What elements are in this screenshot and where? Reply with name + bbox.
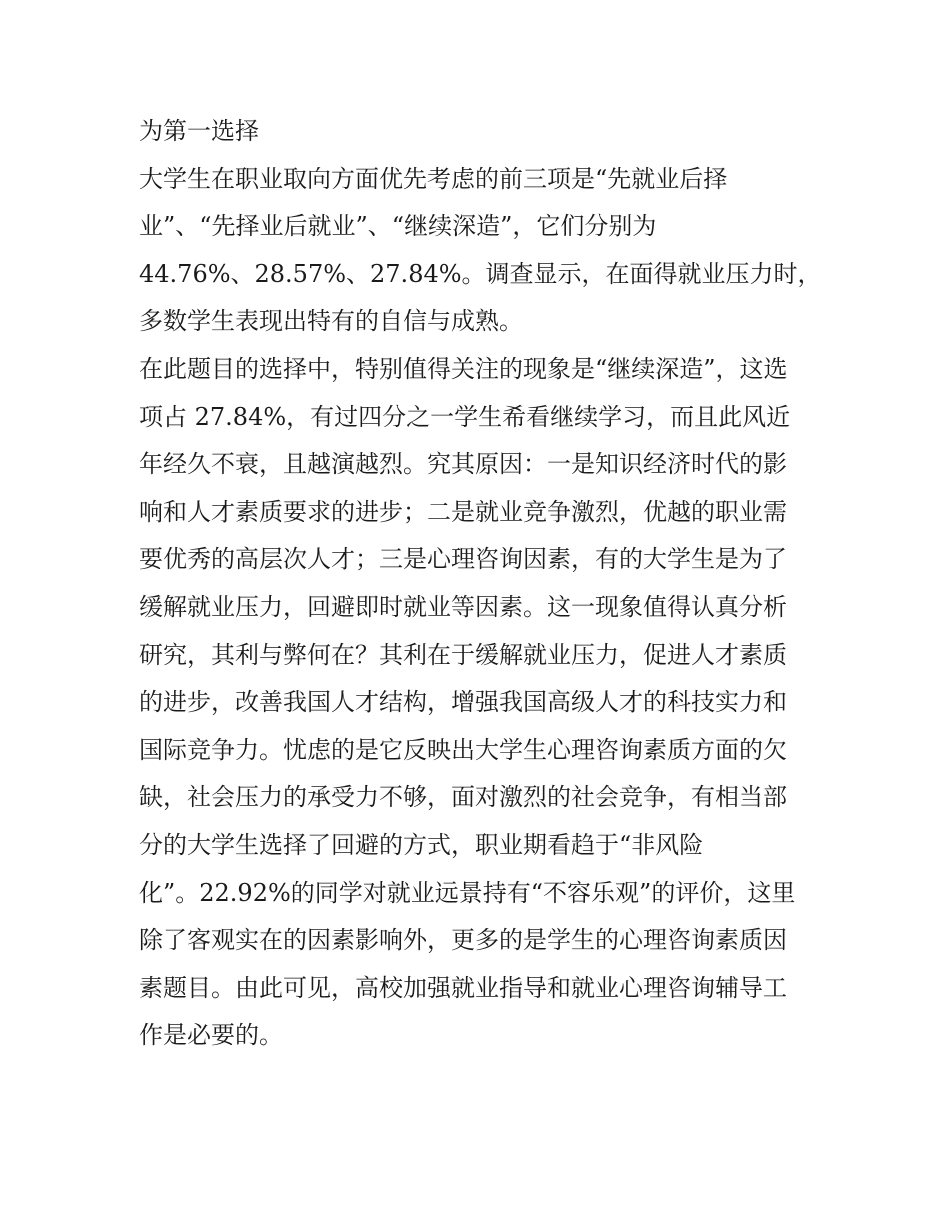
text-line: 项占 27.84%，有过四分之一学生希看继续学习，而且此风近 [139, 402, 791, 431]
text-line: 44.76%、28.57%、27.84%。调查显示，在面得就业压力时， [139, 259, 822, 288]
text-line: 年经久不衰，且越演越烈。究其原因：一是知识经济时代的影 [139, 450, 787, 479]
text-line: 缓解就业压力，回避即时就业等因素。这一现象值得认真分析 [139, 592, 787, 621]
text-line: 化”。22.92%的同学对就业远景持有“不容乐观”的评价，这里 [139, 878, 796, 907]
text-line: 响和人才素质要求的进步；二是就业竞争激烈，优越的职业需 [139, 497, 787, 526]
text-line: 素题目。由此可见，高校加强就业指导和就业心理咨询辅导工 [139, 973, 787, 1002]
text-line: 研究，其利与弊何在？其利在于缓解就业压力，促进人才素质 [139, 640, 787, 669]
text-line: 的进步，改善我国人才结构，增强我国高级人才的科技实力和 [139, 688, 787, 717]
text-line: 缺，社会压力的承受力不够，面对激烈的社会竞争，有相当部 [139, 783, 787, 812]
text-line: 为第一选择 [139, 117, 259, 145]
text-line: 国际竞争力。忧虑的是它反映出大学生心理咨询素质方面的欠 [139, 735, 787, 764]
text-line: 除了客观实在的因素影响外，更多的是学生的心理咨询素质因 [139, 926, 787, 955]
text-line: 大学生在职业取向方面优先考虑的前三项是“先就业后择 [139, 164, 728, 193]
text-line: 业”、“先择业后就业”、“继续深造”，它们分别为 [139, 212, 657, 241]
text-line: 要优秀的高层次人才；三是心理咨询因素，有的大学生是为了 [139, 545, 787, 574]
text-line: 作是必要的。 [139, 1021, 283, 1050]
body-text [139, 108, 822, 1060]
text-line: 多数学生表现出特有的自信与成熟。 [139, 307, 523, 336]
text-line: 分的大学生选择了回避的方式，职业期看趋于“非风险 [139, 830, 704, 859]
text-line: 在此题目的选择中，特别值得关注的现象是“继续深造”，这选 [139, 354, 788, 383]
